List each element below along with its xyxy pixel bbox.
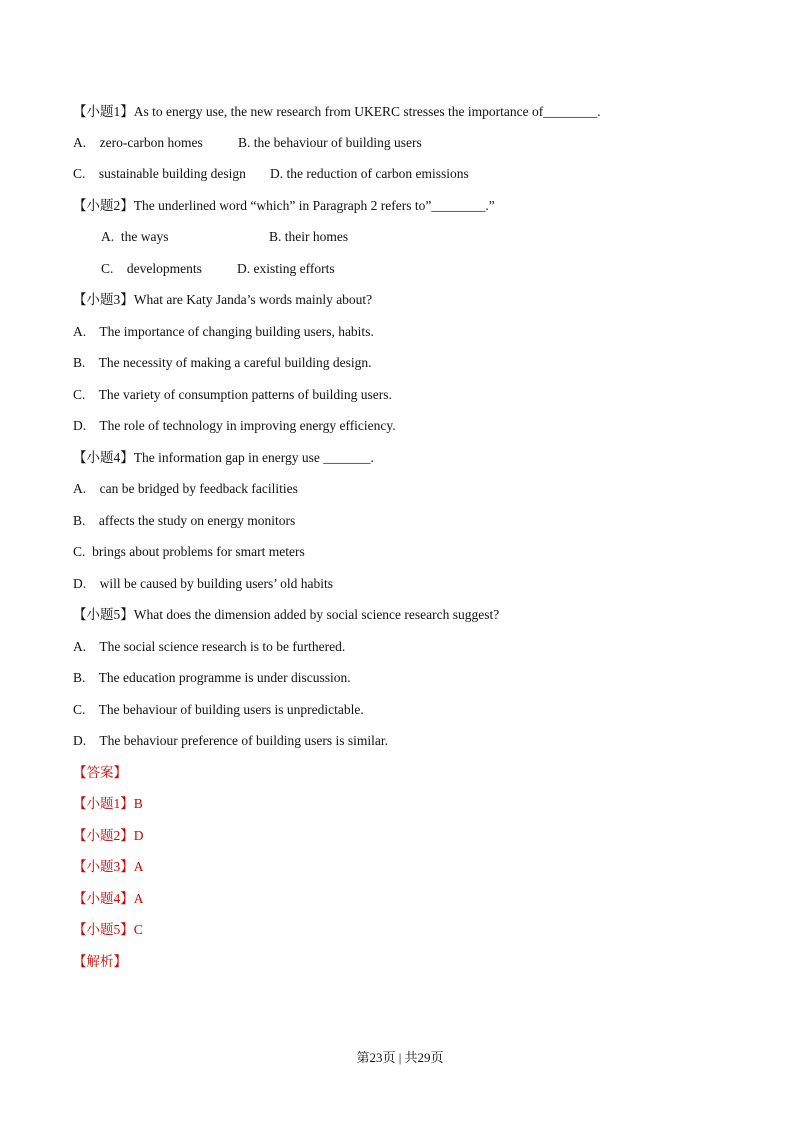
q5-option-c: C. The behaviour of building users is unpredictable.: [73, 702, 364, 717]
q3-option-d: D. The role of technology in improving energy efficiency.: [73, 418, 396, 433]
q3-stem: 【小题3】What are Katy Janda’s words mainly about?: [73, 292, 373, 307]
q2-stem: 【小题2】The underlined word “which” in Paragraph 2 refers to”________.”: [73, 198, 495, 213]
q4-stem: 【小题4】The information gap in energy use _______.: [73, 450, 374, 465]
q3-option-c: C. The variety of consumption patterns of building users.: [73, 387, 392, 402]
q5-option-d: D. The behaviour preference of building users is similar.: [73, 733, 389, 748]
answer-item: 【小题4】A: [73, 891, 144, 906]
q1-option-d: D. the reduction of carbon emissions: [270, 166, 469, 181]
q4-option-c: C. brings about problems for smart meters: [73, 544, 305, 559]
q5-option-a: A. The social science research is to be furthered.: [73, 639, 346, 654]
page-footer: 第23页 | 共29页: [356, 1050, 444, 1065]
answer-heading: 【答案】: [73, 765, 127, 780]
q3-option-b: B. The necessity of making a careful building design.: [73, 355, 372, 370]
q2-option-b: B. their homes: [269, 229, 349, 244]
q5-option-b: B. The education programme is under discussion.: [73, 670, 351, 685]
answer-item: 【小题2】D: [73, 828, 144, 843]
q4-option-b: B. affects the study on energy monitors: [73, 513, 296, 528]
analysis-heading: 【解析】: [73, 954, 127, 969]
q1-stem: 【小题1】As to energy use, the new research from UKERC stresses the importance of________.: [73, 104, 601, 119]
answer-item: 【小题3】A: [73, 859, 144, 874]
q1-option-a: A. zero-carbon homes: [73, 135, 203, 150]
q4-option-a: A. can be bridged by feedback facilities: [73, 481, 298, 496]
answer-item: 【小题1】B: [73, 796, 143, 811]
q5-stem: 【小题5】What does the dimension added by social science research suggest?: [73, 607, 500, 622]
q2-option-d: D. existing efforts: [237, 261, 335, 276]
q2-option-a: A. the ways: [101, 229, 169, 244]
q4-option-d: D. will be caused by building users’ old habits: [73, 576, 333, 591]
q3-option-a: A. The importance of changing building users, habits.: [73, 324, 374, 339]
q1-option-b: B. the behaviour of building users: [238, 135, 422, 150]
answer-item: 【小题5】C: [73, 922, 143, 937]
q1-option-c: C. sustainable building design: [73, 166, 246, 181]
q2-option-c: C. developments: [101, 261, 202, 276]
